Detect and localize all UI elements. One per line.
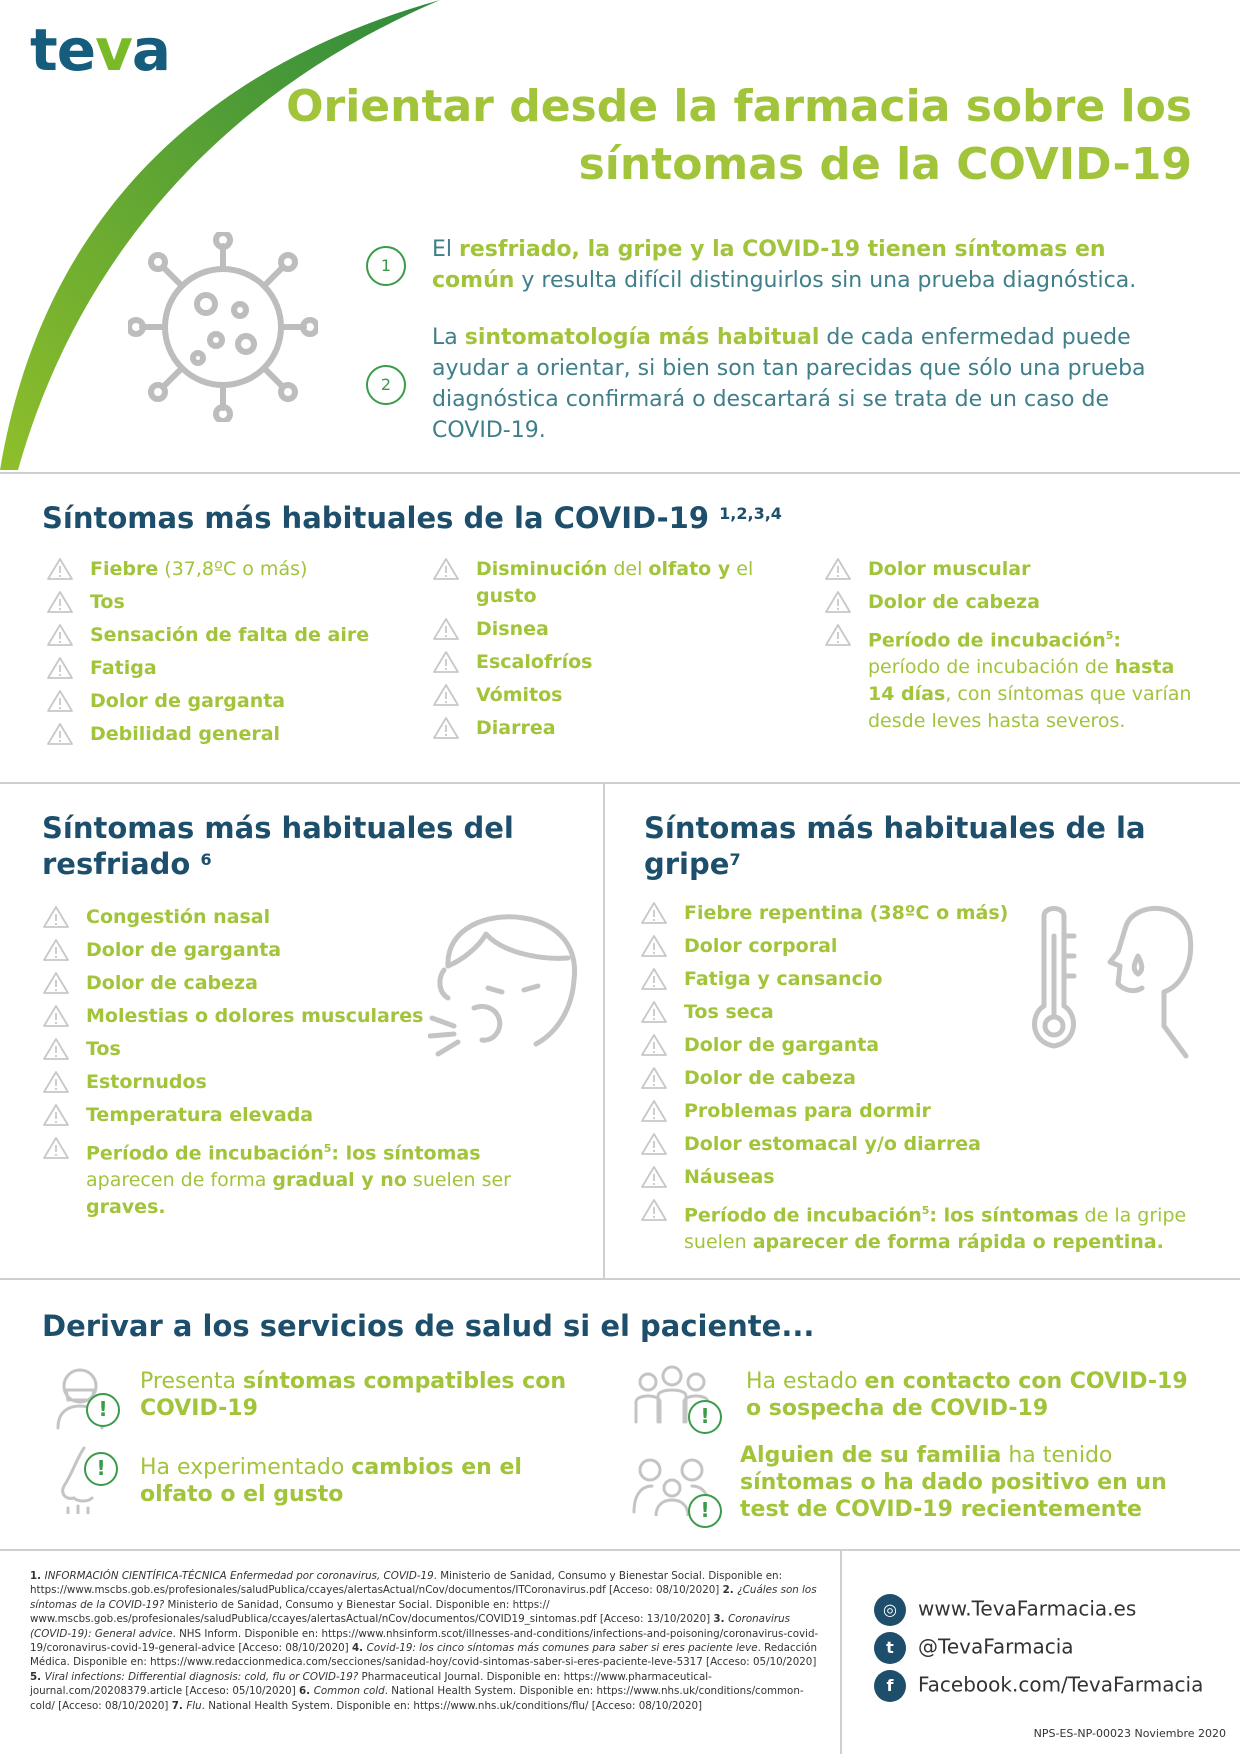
intro-point-2: La sintomatología más habitual de cada enfermedad puede ayudar a orientar, si bien son tan parecidas que sólo una prueba diagnóstica confirmará o descartará si se trata de un caso de COVID-19. [432, 325, 1146, 443]
point-number-1: 1 [366, 246, 406, 286]
warning-icon [640, 901, 668, 925]
list-item: Período de incubación$^5$: período de incubación de hasta 14 días, con síntomas que varían desde leves hasta severos. [824, 622, 1194, 735]
list-item: Fiebre repentina (38ºC o más) [640, 900, 1200, 927]
divider [0, 1278, 1240, 1280]
warning-icon [824, 557, 852, 581]
alert-icon: ! [688, 1400, 722, 1434]
point-number-2: 2 [366, 365, 406, 405]
divider [0, 782, 1240, 784]
divider [0, 1549, 1240, 1551]
covid-symptoms-col-3 [824, 556, 1194, 741]
derive-item-3: Ha estado en contacto con COVID-19 o sospecha de COVID-19 [746, 1369, 1188, 1421]
warning-icon [42, 938, 70, 962]
teva-logo: teva [30, 16, 171, 84]
warning-icon [42, 1070, 70, 1094]
reference-1: 1. INFORMACIÓN CIENTÍFICA-TÉCNICA Enfermedad por coronavirus, COVID-19. Ministerio de Sanidad, Consumo y Bienestar Social. Disponible en: https://www.mscbs.gob.es/profesionales/saludPublica/ccayes/alertasActual/nCov/documentos/ITCoronavirus.pdf [Acceso: 08/10/2020] [30, 1570, 783, 1597]
warning-icon [824, 590, 852, 614]
warning-icon [46, 590, 74, 614]
warning-icon [640, 934, 668, 958]
list-item: Dolor de garganta [640, 1032, 1200, 1059]
list-item: Tos seca [640, 999, 1200, 1026]
warning-icon [432, 617, 460, 641]
alert-icon: ! [84, 1452, 118, 1486]
warning-icon [640, 967, 668, 991]
list-item: Período de incubación$^5$: los síntomas aparecen de forma gradual y no suelen ser graves. [42, 1135, 512, 1221]
list-item: Período de incubación$^5$: los síntomas de la gripe suelen aparecer de forma rápida o repentina. [640, 1197, 1200, 1256]
alert-icon: ! [86, 1393, 120, 1427]
derive-section-title: Derivar a los servicios de salud si el paciente... [42, 1309, 815, 1343]
flu-symptoms-list [640, 900, 1200, 1262]
warning-icon [640, 1165, 668, 1189]
warning-icon [432, 557, 460, 581]
warning-icon [824, 623, 852, 647]
list-item: Dolor de garganta [42, 937, 512, 964]
divider [0, 472, 1240, 474]
list-item: Tos [42, 1036, 512, 1063]
reference-5: 5. Viral infections: Differential diagnosis: cold, flu or COVID-19? Pharmaceutical Journal. Disponible en: https://www.pharmaceutical-journal.com/20208379.article [Acceso: 05/10/2020] [30, 1670, 712, 1698]
warning-icon [46, 557, 74, 581]
reference-3: 3. Coronavirus (COVID-19): General advice. NHS Inform. Disponible en: https://www.nhsinform.scot/illnesses-and-conditions/infections-and-poisoning/coronavirus-covid-19/coronavirus-covid-19-general-advice [Acceso: 08/10/2020] [30, 1613, 819, 1655]
list-item: Molestias o dolores musculares [42, 1003, 512, 1030]
twitter-icon: t [874, 1632, 906, 1664]
warning-icon [42, 1103, 70, 1127]
list-item: Dolor de cabeza [824, 589, 1194, 616]
list-item: Sensación de falta de aire [46, 622, 406, 649]
twitter-link[interactable]: t @TevaFarmacia [874, 1632, 1074, 1664]
warning-icon [46, 656, 74, 680]
cold-symptoms-list [42, 904, 512, 1227]
facebook-link[interactable]: f Facebook.com/TevaFarmacia [874, 1670, 1203, 1702]
reference-2: 2. ¿Cuáles son los síntomas de la COVID-19? Ministerio de Sanidad, Consumo y Bienestar Social. Disponible en: https:// www.mscbs.gob.es/profesionales/saludPublica/ccayes/alertasActual/nCov/documentos/COVID19_sintomas.pdf [Acceso: 13/10/2020] [30, 1584, 817, 1626]
warning-icon [42, 905, 70, 929]
warning-icon [640, 1099, 668, 1123]
list-item: Tos [46, 589, 406, 616]
list-item: Disnea [432, 616, 772, 643]
warning-icon [42, 971, 70, 995]
facebook-icon: f [874, 1670, 906, 1702]
cold-section-title: Síntomas más habituales del resfriado $^6$ [42, 811, 514, 881]
list-item: Fiebre (37,8ºC o más) [46, 556, 406, 583]
warning-icon [46, 722, 74, 746]
warning-icon [640, 1066, 668, 1090]
covid-symptoms-col-2 [432, 556, 772, 748]
warning-icon [432, 683, 460, 707]
list-item: Temperatura elevada [42, 1102, 512, 1129]
divider [603, 782, 605, 1278]
list-item: Dolor de garganta [46, 688, 406, 715]
derive-item-4: Alguien de su familia ha tenido síntomas o ha dado positivo en un test de COVID-19 recientemente [740, 1443, 1167, 1522]
list-item: Fatiga [46, 655, 406, 682]
derive-item-1: Presenta síntomas compatibles con COVID-19 [140, 1369, 566, 1421]
reference-6: 6. Common cold. National Health System. Disponible en: https://www.nhs.uk/conditions/common-cold/ [Acceso: 08/10/2020] [30, 1685, 804, 1712]
derive-item-2: Ha experimentado cambios en el olfato o el gusto [140, 1455, 522, 1507]
warning-icon [42, 1037, 70, 1061]
list-item: Fatiga y cansancio [640, 966, 1200, 993]
warning-icon [640, 1000, 668, 1024]
warning-icon [640, 1198, 668, 1222]
list-item: Estornudos [42, 1069, 512, 1096]
warning-icon [46, 623, 74, 647]
warning-icon [46, 689, 74, 713]
list-item: Disminución del olfato y el gusto [432, 556, 772, 610]
reference-7: 7. Flu. National Health System. Disponible en: https://www.nhs.uk/conditions/flu/ [Acceso: 08/10/2020] [171, 1699, 703, 1712]
list-item: Náuseas [640, 1164, 1200, 1191]
list-item: Problemas para dormir [640, 1098, 1200, 1125]
references [30, 1569, 820, 1713]
list-item: Dolor estomacal y/o diarrea [640, 1131, 1200, 1158]
list-item: Dolor corporal [640, 933, 1200, 960]
document-code: NPS-ES-NP-00023 Noviembre 2020 [1033, 1727, 1226, 1740]
website-link[interactable]: ◎ www.TevaFarmacia.es [874, 1594, 1136, 1626]
warning-icon [432, 716, 460, 740]
list-item: Escalofríos [432, 649, 772, 676]
divider [840, 1549, 842, 1754]
list-item: Dolor de cabeza [640, 1065, 1200, 1092]
list-item: Debilidad general [46, 721, 406, 748]
warning-icon [432, 650, 460, 674]
warning-icon [640, 1132, 668, 1156]
virus-icon [128, 232, 318, 422]
list-item: Vómitos [432, 682, 772, 709]
list-item: Dolor muscular [824, 556, 1194, 583]
reference-4: 4. Covid-19: los cinco síntomas más comunes para saber si eres paciente leve. Redacción Médica. Disponible en: https://www.redaccionmedica.com/secciones/sanidad-hoy/covid-sintomas-saber-si-eres-paciente-leve-5317 [Acceso: 05/10/2020] [30, 1642, 818, 1669]
intro-point-1: El resfriado, la gripe y la COVID-19 tienen síntomas en común y resulta difícil distinguirlos sin una prueba diagnóstica. [432, 237, 1137, 293]
list-item: Diarrea [432, 715, 772, 742]
alert-icon: ! [688, 1494, 722, 1528]
globe-icon: ◎ [874, 1594, 906, 1626]
list-item: Congestión nasal [42, 904, 512, 931]
warning-icon [640, 1033, 668, 1057]
warning-icon [42, 1004, 70, 1028]
flu-section-title: Síntomas más habituales de la gripe$^7$ [644, 811, 1146, 881]
page-title: Orientar desde la farmacia sobre los síntomas de la COVID-19 [286, 81, 1192, 190]
list-item: Dolor de cabeza [42, 970, 512, 997]
covid-symptoms-col-1 [46, 556, 406, 754]
warning-icon [42, 1136, 70, 1160]
covid-section-title: Síntomas más habituales de la COVID-19 $^{1,2,3,4}$ [42, 501, 782, 535]
